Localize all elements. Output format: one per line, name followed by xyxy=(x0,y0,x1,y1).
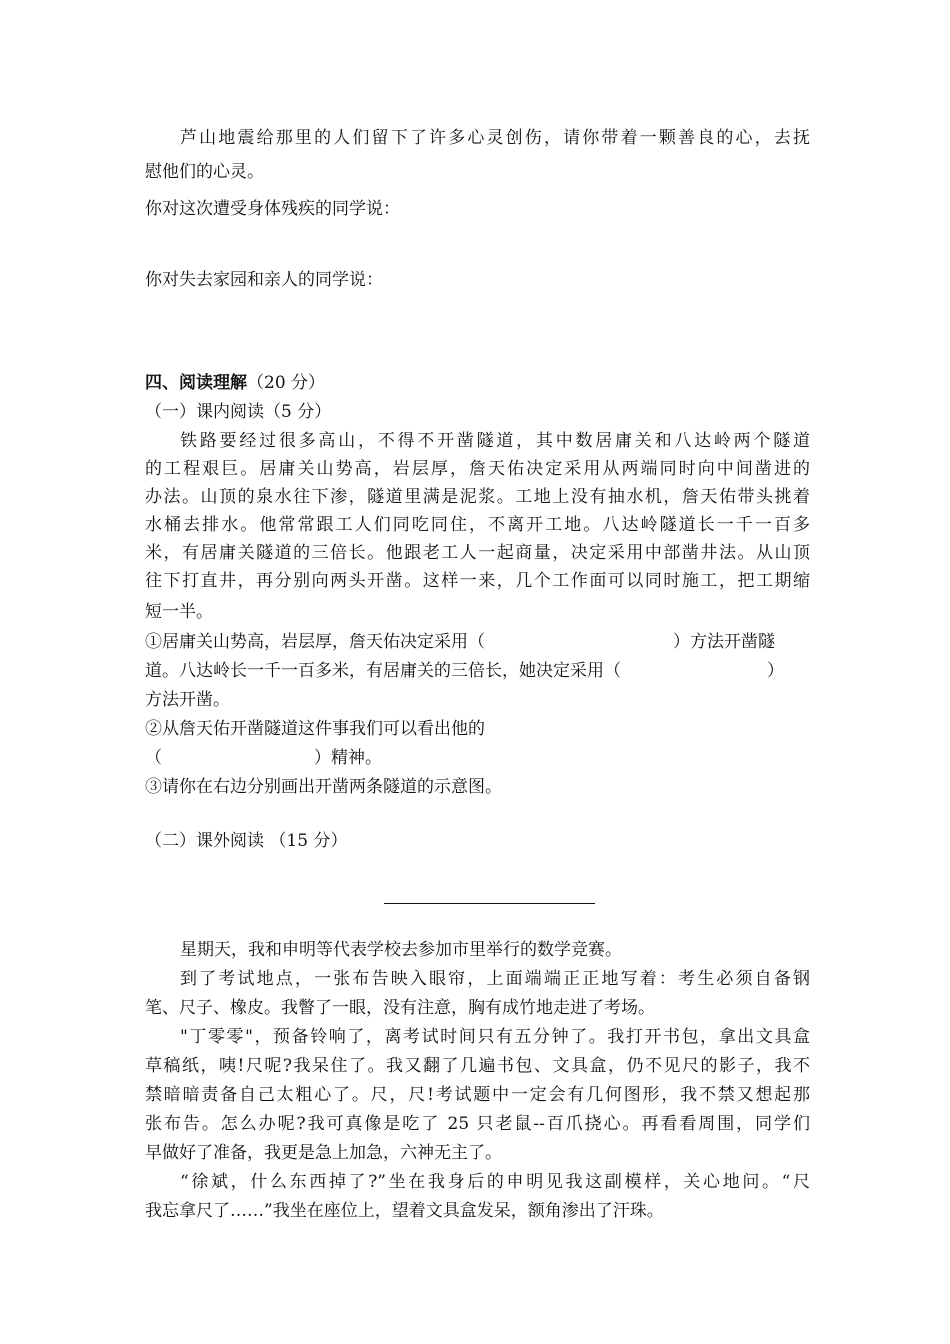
section-heading-score: （20 分） xyxy=(247,373,326,393)
answer-prompt: 你对这次遭受身体残疾的同学说： xyxy=(145,199,400,219)
section-heading xyxy=(145,371,810,395)
story-line: 草稿纸，咦!尺呢?我呆住了。我又翻了几遍书包、文具盒，仍不见尺的影子，我不 xyxy=(145,1056,810,1076)
question-1-line xyxy=(145,630,810,654)
question-text: ） xyxy=(767,661,784,681)
part-title: （二）课外阅读 （15 分） xyxy=(145,831,348,851)
part-title: （一）课内阅读（5 分） xyxy=(145,402,332,422)
question-2-line xyxy=(145,746,810,770)
passage-line: 往下打直井，再分别向两头开凿。这样一来，几个工作面可以同时施工，把工期缩 xyxy=(145,571,810,591)
title-blank-line[interactable] xyxy=(384,903,595,904)
story-line: “徐斌，什么东西掉了?”坐在我身后的申明见我这副模样，关心地问。“尺 xyxy=(180,1172,810,1192)
story-line: 星期天，我和申明等代表学校去参加市里举行的数学竞赛。 xyxy=(180,940,622,960)
section-heading-text: 四、阅读理解 xyxy=(145,373,247,393)
question-3-line: ③请你在右边分别画出开凿两条隧道的示意图。 xyxy=(145,777,502,797)
story-line: "丁零零"，预备铃响了，离考试时间只有五分钟了。我打开书包，拿出文具盒 xyxy=(180,1027,810,1047)
story-line: 早做好了准备，我更是急上加急，六神无主了。 xyxy=(145,1143,502,1163)
story-line: 我忘拿尺了……”我坐在座位上，望着文具盒发呆，额角渗出了汗珠。 xyxy=(145,1201,664,1221)
story-line: 禁暗暗责备自己太粗心了。尺，尺!考试题中一定会有几何图形，我不禁又想起那 xyxy=(145,1085,810,1105)
paragraph-line: 慰他们的心灵。 xyxy=(145,162,264,182)
question-1-line xyxy=(145,659,810,683)
passage-line: 办法。山顶的泉水往下渗，隧道里满是泥浆。工地上没有抽水机，詹天佑带头挑着 xyxy=(145,487,810,507)
story-line: 笔、尺子、橡皮。我瞥了一眼，没有注意，胸有成竹地走进了考场。 xyxy=(145,998,655,1018)
paragraph-line: 芦山地震给那里的人们留下了许多心灵创伤，请你带着一颗善良的心，去抚 xyxy=(180,128,810,148)
passage-line: 短一半。 xyxy=(145,602,213,622)
question-text: ①居庸关山势高，岩层厚，詹天佑决定采用（ xyxy=(145,632,485,652)
question-text: （ xyxy=(145,748,162,768)
story-line: 到了考试地点，一张布告映入眼帘，上面端端正正地写着：考生必须自备钢 xyxy=(180,969,810,989)
question-text: 道。八达岭长一千一百多米，有居庸关的三倍长，她决定采用（ xyxy=(145,661,621,681)
passage-line: 米，有居庸关隧道的三倍长。他跟老工人一起商量，决定采用中部凿井法。从山顶 xyxy=(145,543,810,563)
passage-line: 铁路要经过很多高山，不得不开凿隧道，其中数居庸关和八达岭两个隧道 xyxy=(180,431,810,451)
question-text: ）精神。 xyxy=(314,748,382,768)
story-line: 张布告。怎么办呢?我可真像是吃了 25 只老鼠--百爪挠心。再看看周围，同学们 xyxy=(145,1114,810,1134)
passage-line: 的工程艰巨。居庸关山势高，岩层厚，詹天佑决定采用从两端同时向中间凿进的 xyxy=(145,459,810,479)
passage-line: 水桶去排水。他常常跟工人们同吃同住，不离开工地。八达岭隧道长一千一百多 xyxy=(145,515,810,535)
question-2-line: ②从詹天佑开凿隧道这件事我们可以看出他的 xyxy=(145,719,485,739)
question-1-line: 方法开凿。 xyxy=(145,690,230,710)
answer-prompt: 你对失去家园和亲人的同学说： xyxy=(145,270,383,290)
question-text: ）方法开凿隧 xyxy=(673,632,775,652)
